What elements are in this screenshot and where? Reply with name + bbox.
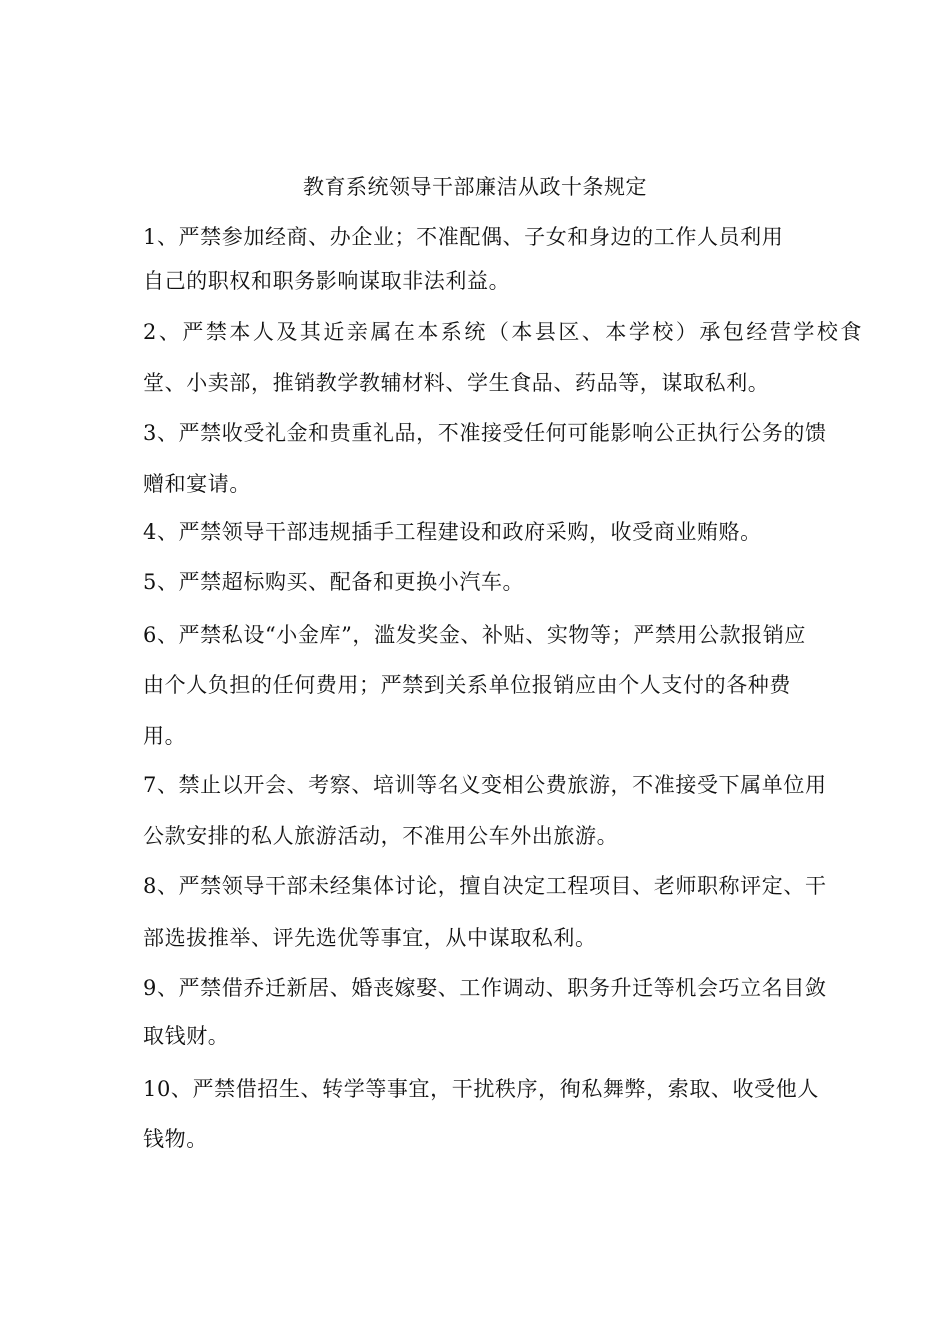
- rule-10-line-1: 10、严禁借招生、转学等事宜，干扰秩序，徇私舞弊，索取、收受他人: [143, 1077, 819, 1101]
- rule-8-line-1: 8、严禁领导干部未经集体讨论，擅自决定工程项目、老师职称评定、干: [143, 874, 827, 898]
- document-title: 教育系统领导干部廉洁从政十条规定: [303, 175, 647, 199]
- rule-5-line-1: 5、严禁超标购买、配备和更换小汽车。: [143, 570, 525, 594]
- rule-7-line-1: 7、禁止以开会、考察、培训等名义变相公费旅游，不准接受下属单位用: [143, 773, 827, 797]
- rule-3-line-2: 赠和宴请。: [143, 472, 251, 496]
- rule-10-line-2: 钱物。: [143, 1127, 208, 1151]
- rule-6-line-1: 6、严禁私设“小金库”，滥发奖金、补贴、实物等；严禁用公款报销应: [143, 623, 807, 647]
- rule-2-line-1: 2、严禁本人及其近亲属在本系统（本县区、本学校）承包经营学校食: [143, 320, 864, 344]
- rule-1-line-2: 自己的职权和职务影响谋取非法利益。: [143, 269, 511, 293]
- rule-9-line-2: 取钱财。: [143, 1024, 230, 1048]
- rule-8-line-2: 部选拔推举、评先选优等事宜，从中谋取私利。: [143, 926, 597, 950]
- rule-2-line-2: 堂、小卖部，推销教学教辅材料、学生食品、药品等，谋取私利。: [143, 371, 770, 395]
- rule-4-line-1: 4、严禁领导干部违规插手工程建设和政府采购，收受商业贿赂。: [143, 520, 762, 544]
- rule-1-line-1: 1、严禁参加经商、办企业；不准配偶、子女和身边的工作人员利用: [143, 225, 784, 249]
- rule-7-line-2: 公款安排的私人旅游活动，不准用公车外出旅游。: [143, 824, 619, 848]
- rule-6-line-3: 用。: [143, 724, 187, 748]
- rule-6-line-2: 由个人负担的任何费用；严禁到关系单位报销应由个人支付的各种费: [143, 673, 791, 697]
- rule-9-line-1: 9、严禁借乔迁新居、婚丧嫁娶、工作调动、职务升迁等机会巧立名目敛: [143, 976, 827, 1000]
- rule-3-line-1: 3、严禁收受礼金和贵重礼品，不准接受任何可能影响公正执行公务的馈: [143, 421, 827, 445]
